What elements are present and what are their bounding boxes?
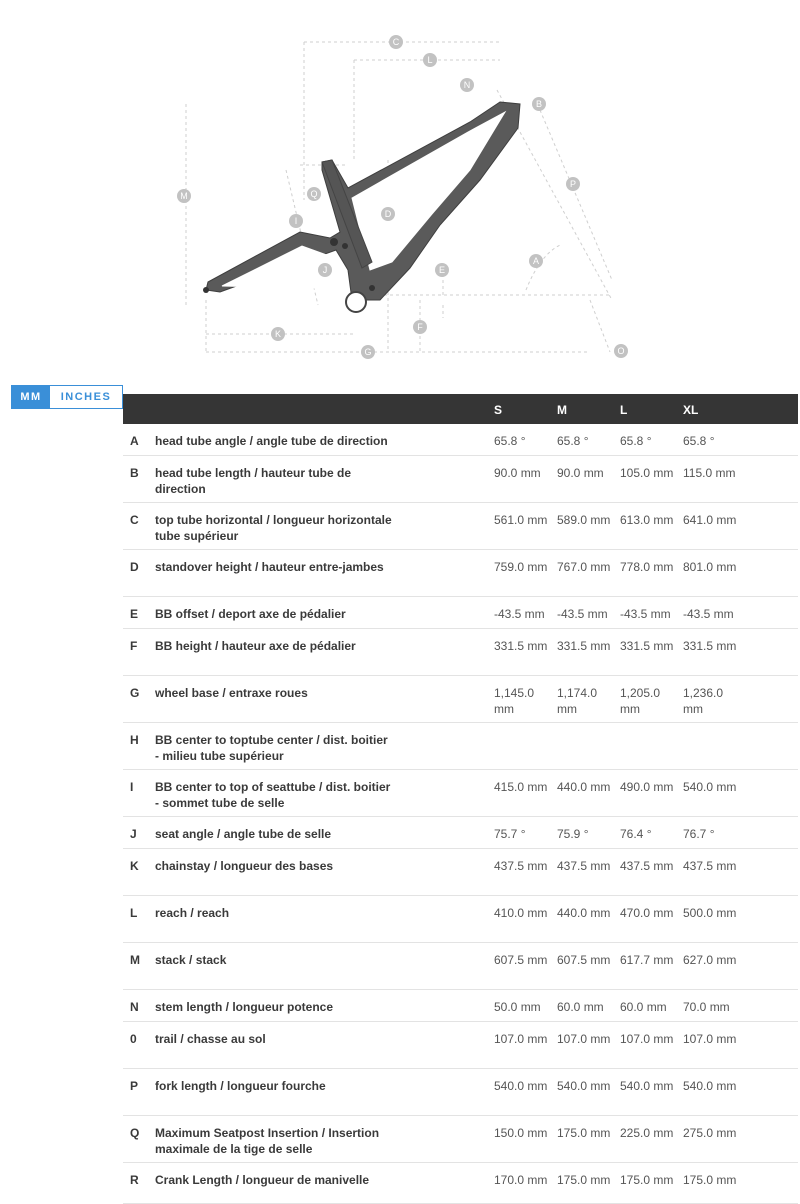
row-label: head tube angle / angle tube de direction bbox=[155, 434, 388, 448]
geometry-table bbox=[123, 394, 798, 1204]
marker-c bbox=[389, 35, 403, 49]
row-value-xl: 627.0 mm bbox=[683, 953, 737, 967]
table-row bbox=[123, 1116, 798, 1163]
row-value-xl: 437.5 mm bbox=[683, 859, 737, 873]
table-body bbox=[123, 424, 798, 1204]
table-row bbox=[123, 456, 798, 503]
svg-text:O: O bbox=[617, 346, 625, 356]
marker-o bbox=[614, 344, 628, 358]
marker-i bbox=[289, 214, 303, 228]
row-letter: B bbox=[130, 466, 139, 480]
row-value-l: 1,205.0 mm bbox=[620, 686, 661, 716]
row-value-s: 170.0 mm bbox=[494, 1173, 548, 1187]
table-row bbox=[123, 817, 798, 849]
row-value-m: 440.0 mm bbox=[557, 780, 611, 794]
row-value-m: 107.0 mm bbox=[557, 1032, 611, 1046]
row-value-l: 60.0 mm bbox=[620, 1000, 667, 1014]
row-value-xl: 801.0 mm bbox=[683, 560, 737, 574]
row-value-s: -43.5 mm bbox=[494, 607, 545, 621]
header-size-s: S bbox=[494, 403, 503, 417]
row-value-xl: 641.0 mm bbox=[683, 513, 737, 527]
row-value-l: 470.0 mm bbox=[620, 906, 674, 920]
row-value-m: 75.9 ° bbox=[557, 827, 589, 841]
marker-e bbox=[435, 263, 449, 277]
row-value-s: 607.5 mm bbox=[494, 953, 548, 967]
table-row bbox=[123, 1022, 798, 1069]
row-value-xl: 76.7 ° bbox=[683, 827, 715, 841]
row-label: fork length / longueur fourche bbox=[155, 1079, 326, 1093]
table-row bbox=[123, 503, 798, 550]
row-label: Crank Length / longueur de manivelle bbox=[155, 1173, 370, 1187]
row-value-xl: 540.0 mm bbox=[683, 1079, 737, 1093]
row-label: chainstay / longueur des bases bbox=[155, 859, 334, 873]
unit-inches-button[interactable]: INCHES bbox=[50, 386, 122, 408]
row-value-xl: 1,236.0 mm bbox=[683, 686, 724, 716]
svg-text:J: J bbox=[322, 265, 328, 275]
row-value-l: 437.5 mm bbox=[620, 859, 674, 873]
header-size-xl: XL bbox=[683, 403, 699, 417]
row-letter: 0 bbox=[130, 1032, 137, 1046]
row-label: head tube length / hauteur tube de direction bbox=[155, 466, 352, 496]
marker-j bbox=[318, 263, 332, 277]
svg-text:Q: Q bbox=[310, 189, 318, 199]
row-value-l: 175.0 mm bbox=[620, 1173, 674, 1187]
row-value-xl: 175.0 mm bbox=[683, 1173, 737, 1187]
row-value-s: 410.0 mm bbox=[494, 906, 548, 920]
row-value-l: 107.0 mm bbox=[620, 1032, 674, 1046]
table-row bbox=[123, 550, 798, 597]
row-value-m: 589.0 mm bbox=[557, 513, 611, 527]
marker-m bbox=[177, 189, 191, 203]
row-value-s: 415.0 mm bbox=[494, 780, 548, 794]
table-header bbox=[123, 394, 798, 424]
marker-b bbox=[532, 97, 546, 111]
row-value-s: 90.0 mm bbox=[494, 466, 541, 480]
row-label: reach / reach bbox=[155, 906, 230, 920]
row-value-m: 60.0 mm bbox=[557, 1000, 604, 1014]
row-label: trail / chasse au sol bbox=[155, 1032, 266, 1046]
marker-f bbox=[413, 320, 427, 334]
svg-text:D: D bbox=[384, 209, 392, 219]
row-value-s: 75.7 ° bbox=[494, 827, 526, 841]
row-value-m: 440.0 mm bbox=[557, 906, 611, 920]
marker-d bbox=[381, 207, 395, 221]
row-value-xl: 65.8 ° bbox=[683, 434, 715, 448]
frame-geometry-diagram bbox=[0, 0, 800, 370]
row-letter: Q bbox=[130, 1126, 140, 1140]
row-value-l: 105.0 mm bbox=[620, 466, 674, 480]
row-letter: P bbox=[130, 1079, 139, 1093]
row-letter: C bbox=[130, 513, 139, 527]
row-value-s: 107.0 mm bbox=[494, 1032, 548, 1046]
row-value-l: 617.7 mm bbox=[620, 953, 674, 967]
table-row bbox=[123, 896, 798, 943]
row-letter: G bbox=[130, 686, 140, 700]
svg-text:M: M bbox=[180, 191, 188, 201]
row-label: top tube horizontal / longueur horizontale tube supérieur bbox=[155, 513, 392, 543]
row-label: BB center to top of seattube / dist. boitier - sommet tube de selle bbox=[155, 780, 391, 810]
svg-text:L: L bbox=[427, 55, 433, 65]
svg-text:G: G bbox=[364, 347, 372, 357]
row-value-xl: 331.5 mm bbox=[683, 639, 737, 653]
row-value-xl: 70.0 mm bbox=[683, 1000, 730, 1014]
row-label: BB offset / deport axe de pédalier bbox=[155, 607, 346, 621]
header-size-m: M bbox=[557, 403, 567, 417]
svg-text:K: K bbox=[274, 329, 282, 339]
row-label: Maximum Seatpost Insertion / Insertion maximale de la tige de selle bbox=[155, 1126, 380, 1156]
row-value-l: 778.0 mm bbox=[620, 560, 674, 574]
table-row bbox=[123, 597, 798, 629]
row-letter: R bbox=[130, 1173, 139, 1187]
row-value-m: 90.0 mm bbox=[557, 466, 604, 480]
row-value-l: 331.5 mm bbox=[620, 639, 674, 653]
row-letter: I bbox=[130, 780, 134, 794]
marker-p bbox=[566, 177, 580, 191]
row-value-s: 540.0 mm bbox=[494, 1079, 548, 1093]
row-value-m: 1,174.0 mm bbox=[557, 686, 598, 716]
table-row bbox=[123, 629, 798, 676]
row-value-l: 613.0 mm bbox=[620, 513, 674, 527]
row-value-m: 65.8 ° bbox=[557, 434, 589, 448]
row-value-xl: 500.0 mm bbox=[683, 906, 737, 920]
unit-toggle bbox=[11, 385, 123, 409]
table-row bbox=[123, 770, 798, 817]
row-value-xl: -43.5 mm bbox=[683, 607, 734, 621]
row-value-s: 1,145.0 mm bbox=[494, 686, 535, 716]
row-value-s: 437.5 mm bbox=[494, 859, 548, 873]
row-label: seat angle / angle tube de selle bbox=[155, 827, 332, 841]
svg-text:B: B bbox=[535, 99, 543, 109]
row-label: stack / stack bbox=[155, 953, 227, 967]
marker-n bbox=[460, 78, 474, 92]
unit-mm-button[interactable]: MM bbox=[12, 386, 50, 408]
row-letter: E bbox=[130, 607, 139, 621]
row-label: wheel base / entraxe roues bbox=[155, 686, 308, 700]
marker-l bbox=[423, 53, 437, 67]
table-row bbox=[123, 723, 798, 770]
table-row bbox=[123, 849, 798, 896]
row-value-s: 759.0 mm bbox=[494, 560, 548, 574]
svg-text:N: N bbox=[463, 80, 471, 90]
svg-text:I: I bbox=[294, 216, 298, 226]
row-value-s: 65.8 ° bbox=[494, 434, 526, 448]
table-row bbox=[123, 990, 798, 1022]
row-value-xl: 275.0 mm bbox=[683, 1126, 737, 1140]
row-label: BB center to toptube center / dist. boitier - milieu tube supérieur bbox=[155, 733, 388, 763]
row-letter: F bbox=[130, 639, 138, 653]
row-letter: H bbox=[130, 733, 139, 747]
row-value-l: 76.4 ° bbox=[620, 827, 652, 841]
row-value-xl: 540.0 mm bbox=[683, 780, 737, 794]
row-value-s: 331.5 mm bbox=[494, 639, 548, 653]
row-value-m: 175.0 mm bbox=[557, 1173, 611, 1187]
row-value-xl: 107.0 mm bbox=[683, 1032, 737, 1046]
svg-text:F: F bbox=[417, 322, 423, 332]
row-letter: L bbox=[130, 906, 138, 920]
row-letter: J bbox=[130, 827, 137, 841]
row-value-l: 225.0 mm bbox=[620, 1126, 674, 1140]
marker-g bbox=[361, 345, 375, 359]
row-value-s: 150.0 mm bbox=[494, 1126, 548, 1140]
row-value-m: 767.0 mm bbox=[557, 560, 611, 574]
svg-text:C: C bbox=[392, 37, 400, 47]
marker-q bbox=[307, 187, 321, 201]
row-value-s: 50.0 mm bbox=[494, 1000, 541, 1014]
row-value-l: 540.0 mm bbox=[620, 1079, 674, 1093]
table-row bbox=[123, 1069, 798, 1116]
table-row bbox=[123, 943, 798, 990]
row-value-m: 540.0 mm bbox=[557, 1079, 611, 1093]
marker-k bbox=[271, 327, 285, 341]
row-value-l: 65.8 ° bbox=[620, 434, 652, 448]
row-label: BB height / hauteur axe de pédalier bbox=[155, 639, 356, 653]
svg-text:E: E bbox=[438, 265, 446, 275]
header-size-l: L bbox=[620, 403, 628, 417]
row-letter: N bbox=[130, 1000, 139, 1014]
row-value-xl: 115.0 mm bbox=[683, 466, 736, 480]
svg-text:A: A bbox=[532, 256, 540, 266]
row-label: stem length / longueur potence bbox=[155, 1000, 334, 1014]
row-value-m: 607.5 mm bbox=[557, 953, 611, 967]
row-value-s: 561.0 mm bbox=[494, 513, 548, 527]
row-value-l: 490.0 mm bbox=[620, 780, 674, 794]
row-label: standover height / hauteur entre-jambes bbox=[155, 560, 384, 574]
row-value-l: -43.5 mm bbox=[620, 607, 671, 621]
svg-text:P: P bbox=[569, 179, 577, 189]
marker-a bbox=[529, 254, 543, 268]
row-letter: A bbox=[130, 434, 139, 448]
row-value-m: 331.5 mm bbox=[557, 639, 611, 653]
row-letter: D bbox=[130, 560, 139, 574]
table-row bbox=[123, 676, 798, 723]
row-letter: M bbox=[130, 953, 140, 967]
table-row bbox=[123, 424, 798, 456]
table-row bbox=[123, 1163, 798, 1204]
row-value-m: -43.5 mm bbox=[557, 607, 608, 621]
row-value-m: 437.5 mm bbox=[557, 859, 611, 873]
row-letter: K bbox=[130, 859, 139, 873]
row-value-m: 175.0 mm bbox=[557, 1126, 611, 1140]
